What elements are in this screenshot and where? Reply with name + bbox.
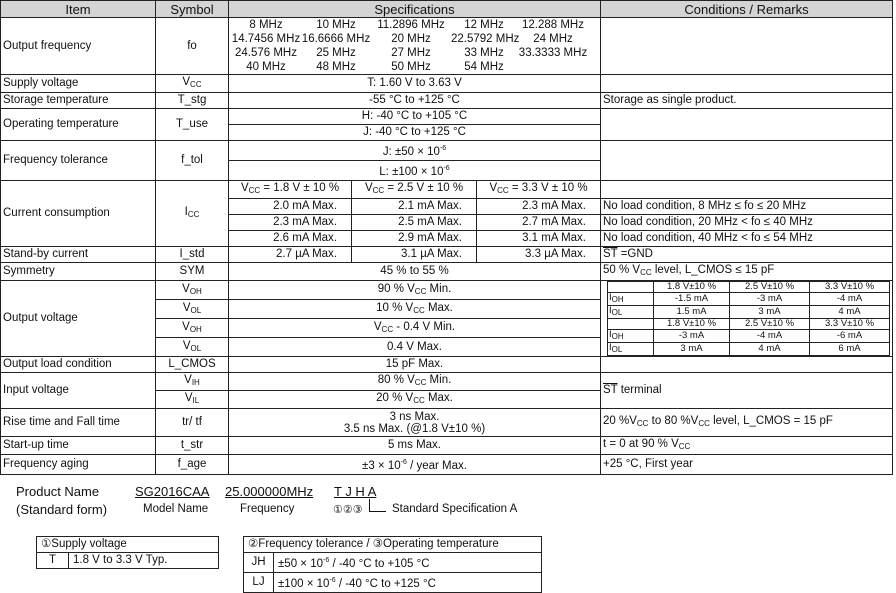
row-standby-current: [1, 247, 893, 263]
symbol: $V_{IL}$: [156, 391, 229, 409]
spec-value: 15 pF Max.: [229, 357, 601, 373]
spec-value: 2.3 mA Max.: [477, 199, 601, 215]
spec-value: 2.7 mA Max.: [477, 215, 601, 231]
header-conditions: Conditions / Remarks: [601, 1, 893, 18]
output-current-table: [601, 281, 893, 357]
spec-value: $V_{CC} - 0.4$ V Min.: [229, 319, 601, 338]
condition: No load condition, 8 MHz ≤ fo ≤ 20 MHz: [601, 199, 893, 215]
item-label: Supply voltage: [1, 75, 156, 93]
spec-value: $\pm 3 \times 10^{-6}$ / year Max.: [229, 455, 601, 475]
spec-value: 2.1 mA Max.: [352, 199, 477, 215]
spec-value: 2.6 mA Max.: [229, 231, 352, 247]
frequency-value: 12.288 MHz: [521, 19, 584, 31]
supply-code: T: [37, 553, 69, 569]
condition: $\overline{ST}$ terminal: [601, 373, 893, 409]
spec-value: 10 % $V_{CC}$ Max.: [229, 300, 601, 319]
tolerance-value: $\pm 50 \times 10^{-6} / -40$ °C to +105 °C: [274, 553, 542, 573]
frequency-value: 33 MHz: [464, 47, 504, 59]
item-label: Output voltage: [1, 281, 156, 357]
symbol: L_CMOS: [156, 357, 229, 373]
spec-value: J: -40 °C to +125 °C: [229, 125, 601, 141]
frequency-value: 25 MHz: [316, 47, 356, 59]
row-output-frequency: [1, 18, 893, 75]
row-output-voltage-1: [1, 281, 893, 300]
row-rise-fall: [1, 409, 893, 437]
supply-table-title: ①Supply voltage: [37, 537, 219, 553]
symbol: $V_{CC}$: [156, 75, 229, 93]
row-supply-voltage: [1, 75, 893, 93]
tolerance-code: JH: [244, 553, 274, 573]
symbol: $V_{IH}$: [156, 373, 229, 391]
tolerance-temp-table: [243, 536, 542, 593]
item-label: Frequency aging: [1, 455, 156, 475]
spec-value: 2.9 mA Max.: [352, 231, 477, 247]
condition: t = 0 at 90 % $V_{CC}$: [601, 437, 893, 455]
standard-form-label: (Standard form): [16, 502, 108, 517]
condition: +25 °C, First year: [601, 455, 893, 475]
spec-value: 2.0 mA Max.: [229, 199, 352, 215]
option-circles: ①②③: [333, 504, 363, 516]
frequency-value: 33.3333 MHz: [518, 47, 588, 59]
frequency-label: Frequency: [240, 503, 295, 515]
frequency-value: [517, 60, 589, 74]
header-spec: Specifications: [229, 1, 601, 18]
frequency-value: 10 MHz: [316, 19, 356, 31]
spec-value: 3 ns Max. 3.5 ns Max. (@1.8 V±10 %): [229, 409, 601, 437]
spec-value: T: 1.60 V to 3.63 V: [229, 75, 601, 93]
frequency-value: 24 MHz: [533, 33, 573, 45]
spec-value: -55 °C to +125 °C: [229, 93, 601, 109]
spec-value: 2.7 µA Max.: [229, 247, 352, 263]
frequency-value: 11.2896 MHz: [377, 19, 445, 31]
symbol: $V_{OH}$: [156, 319, 229, 338]
spec-value: 0.4 V Max.: [229, 338, 601, 357]
frequency-value: 22.5792 MHz: [451, 33, 520, 45]
symbol: f_tol: [156, 141, 229, 181]
spec-value: J: $\pm 50 \times 10^{-6}$: [229, 141, 601, 161]
spec-value: 3.3 µA Max.: [477, 247, 601, 263]
spec-value: H: -40 °C to +105 °C: [229, 109, 601, 125]
spec-value: 2.3 mA Max.: [229, 215, 352, 231]
item-label: Operating temperature: [1, 109, 156, 141]
spec-value: 45 % to 55 %: [229, 263, 601, 281]
current-col-head: $V_{CC} = 2.5$ V ± 10 %: [352, 181, 477, 199]
symbol: fo: [156, 18, 229, 75]
item-label: Stand-by current: [1, 247, 156, 263]
item-label: Frequency tolerance: [1, 141, 156, 181]
supply-voltage-table: [36, 536, 219, 569]
row-input-voltage-1: [1, 373, 893, 391]
row-output-load: [1, 357, 893, 373]
header-symbol: Symbol: [156, 1, 229, 18]
header-row: [1, 1, 893, 18]
tolerance-value: $\pm 100 \times 10^{-6} / -40$ °C to +125 °C: [274, 573, 542, 593]
frequency-value: 20 MHz: [391, 33, 431, 45]
frequency-value: 27 MHz: [391, 47, 431, 59]
product-name-title: Product Name: [16, 484, 100, 499]
model-code: SG2016CAA: [135, 484, 210, 499]
frequency-value: 14.7456 MHz: [231, 33, 301, 45]
item-label: Storage temperature: [1, 93, 156, 109]
header-item: Item: [1, 1, 156, 18]
spec-value: 3.1 µA Max.: [352, 247, 477, 263]
model-name-label: Model Name: [143, 503, 209, 515]
symbol: T_stg: [156, 93, 229, 109]
symbol: $I_{CC}$: [156, 181, 229, 247]
symbol: $V_{OL}$: [156, 300, 229, 319]
spec-value: 20 % $V_{CC}$ Max.: [229, 391, 601, 409]
current-col-head: $V_{CC} = 3.3$ V ± 10 %: [477, 181, 601, 199]
row-frequency-aging: [1, 455, 893, 475]
spec-value: 3.1 mA Max.: [477, 231, 601, 247]
symbol: tr/ tf: [156, 409, 229, 437]
item-label: Input voltage: [1, 373, 156, 409]
frequency-value: 50 MHz: [391, 61, 431, 73]
mini-current-table: 1.8 V±10 % 2.5 V±10 % 3.3 V±10 % $I_{OH}$ -1.5 mA -3 mA -4 mA $I_{OL}$ 1.5 mA 3 mA 4 mA 1.8 V±10 % 2.5 V±10 % 3.3 V±10 % $I_{OH}$ -3 mA -4 mA -6 mA $I_{OL}$ 3 mA 4 mA 6 mA: [607, 281, 890, 356]
frequency-value: 8 MHz: [249, 19, 283, 31]
spec-value: 90 % $V_{CC}$ Min.: [229, 281, 601, 300]
standard-spec-label: Standard Specification A: [392, 503, 518, 515]
symbol: I_std: [156, 247, 229, 263]
symbol: $V_{OH}$: [156, 281, 229, 300]
symbol: t_str: [156, 437, 229, 455]
frequency-value: 54 MHz: [464, 61, 504, 73]
condition: No load condition, 20 MHz < fo ≤ 40 MHz: [601, 215, 893, 231]
spec-value: 80 % $V_{CC}$ Min.: [229, 373, 601, 391]
item-label: Start-up time: [1, 437, 156, 455]
row-storage-temperature: [1, 93, 893, 109]
symbol: $V_{OL}$: [156, 338, 229, 357]
item-label: Symmetry: [1, 263, 156, 281]
symbol: T_use: [156, 109, 229, 141]
option-codes: T J H A: [334, 484, 377, 499]
condition: 20 $\%V_{CC}$ to 80 $\%V_{CC}$ level, L_CMOS = 15 pF: [601, 409, 893, 437]
tolerance-table-title: ②Frequency tolerance / ③Operating temperature: [244, 537, 542, 553]
row-startup-time: [1, 437, 893, 455]
row-current-header: [1, 181, 893, 199]
spec-value: L: $\pm 100 \times 10^{-6}$: [229, 161, 601, 181]
item-label: Output load condition: [1, 357, 156, 373]
symbol: SYM: [156, 263, 229, 281]
row-frequency-tolerance: [1, 141, 893, 161]
condition: $\overline{ST} =GND$: [601, 247, 893, 263]
condition: 50 % $V_{CC}$ level, L_CMOS ≤ 15 pF: [601, 263, 893, 281]
frequency-value: 48 MHz: [316, 61, 356, 73]
item-label: Rise time and Fall time: [1, 409, 156, 437]
frequency-list: [229, 18, 601, 75]
item-label: Current consumption: [1, 181, 156, 247]
spec-value: 5 ms Max.: [229, 437, 601, 455]
frequency-value: 16.6666 MHz: [301, 33, 371, 45]
frequency-value: 24.576 MHz: [234, 47, 297, 59]
row-operating-temperature: [1, 109, 893, 125]
symbol: f_age: [156, 455, 229, 475]
supply-value: 1.8 V to 3.3 V Typ.: [69, 553, 219, 569]
spec-pointer-line: [369, 499, 386, 512]
row-symmetry: [1, 263, 893, 281]
tolerance-code: LJ: [244, 573, 274, 593]
condition: No load condition, 40 MHz < fo ≤ 54 MHz: [601, 231, 893, 247]
frequency-value: 12 MHz: [464, 19, 504, 31]
frequency-value: 40 MHz: [246, 61, 286, 73]
spec-value: 2.5 mA Max.: [352, 215, 477, 231]
item-label: Output frequency: [1, 18, 156, 75]
condition: Storage as single product.: [601, 93, 893, 109]
frequency-code: 25.000000MHz: [225, 484, 314, 499]
current-col-head: $V_{CC} = 1.8$ V ± 10 %: [229, 181, 352, 199]
